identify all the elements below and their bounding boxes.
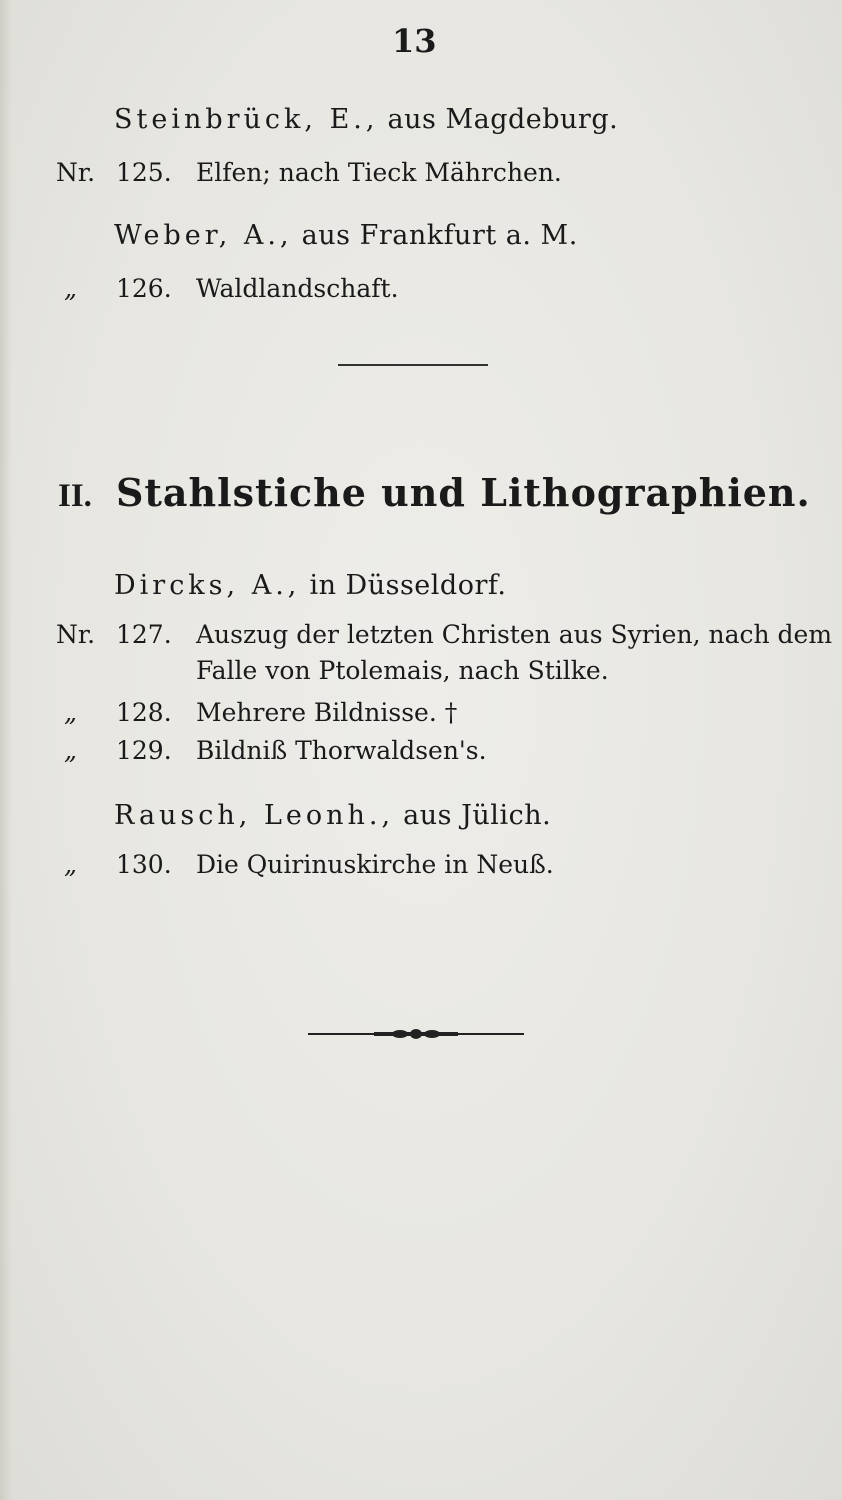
section-heading — [58, 470, 811, 515]
catalog-entry — [56, 158, 562, 187]
catalog-entry — [56, 274, 399, 303]
entry-ditto-mark: „ — [64, 850, 77, 879]
entry-number: 125. — [116, 158, 172, 187]
section-numeral: II. — [58, 478, 92, 514]
artist-name: Dircks, A., — [114, 570, 301, 601]
artist-name: Weber, A., — [114, 220, 293, 251]
entry-number: 130. — [116, 850, 172, 879]
artist-heading — [114, 800, 551, 831]
entry-number: 126. — [116, 274, 172, 303]
entry-ditto-mark: „ — [64, 736, 77, 765]
entry-title: Bildniß Thorwaldsen's. — [196, 736, 487, 765]
end-ornament — [308, 1026, 524, 1042]
entry-title: Auszug der letzten Christen aus Syrien, nach dem — [196, 620, 833, 649]
section-divider-rule — [338, 364, 488, 366]
artist-name: Steinbrück, E., — [114, 104, 379, 135]
entry-title: Die Quirinuskirche in Neuß. — [196, 850, 554, 879]
artist-name: Rausch, Leonh., — [114, 800, 395, 831]
entry-number: 129. — [116, 736, 172, 765]
entry-title: Waldlandschaft. — [196, 274, 399, 303]
entry-ditto-mark: „ — [64, 274, 77, 303]
artist-origin: in Düsseldorf. — [309, 570, 507, 601]
entry-number: 128. — [116, 698, 172, 727]
artist-heading — [114, 104, 618, 135]
entry-title-continuation: Falle von Ptolemais, nach Stilke. — [196, 656, 609, 685]
catalog-entry — [56, 736, 487, 765]
artist-origin: aus Frankfurt a. M. — [301, 220, 578, 251]
catalog-entry — [56, 698, 457, 727]
page-binding-edge — [0, 0, 12, 1500]
artist-origin: aus Jülich. — [403, 800, 552, 831]
entry-title: Elfen; nach Tieck Mährchen. — [196, 158, 562, 187]
entry-number: 127. — [116, 620, 172, 649]
section-title: Stahlstiche und Lithographien. — [115, 470, 811, 515]
catalog-entry — [56, 850, 554, 879]
entry-ditto-mark: „ — [64, 698, 77, 727]
entry-prefix: Nr. — [56, 620, 96, 649]
catalog-entry — [56, 620, 832, 649]
entry-title: Mehrere Bildnisse. † — [196, 698, 458, 727]
page-number: 13 — [392, 22, 437, 60]
artist-origin: aus Magdeburg. — [387, 104, 619, 135]
artist-heading — [114, 570, 506, 601]
artist-heading — [114, 220, 578, 251]
entry-prefix: Nr. — [56, 158, 96, 187]
